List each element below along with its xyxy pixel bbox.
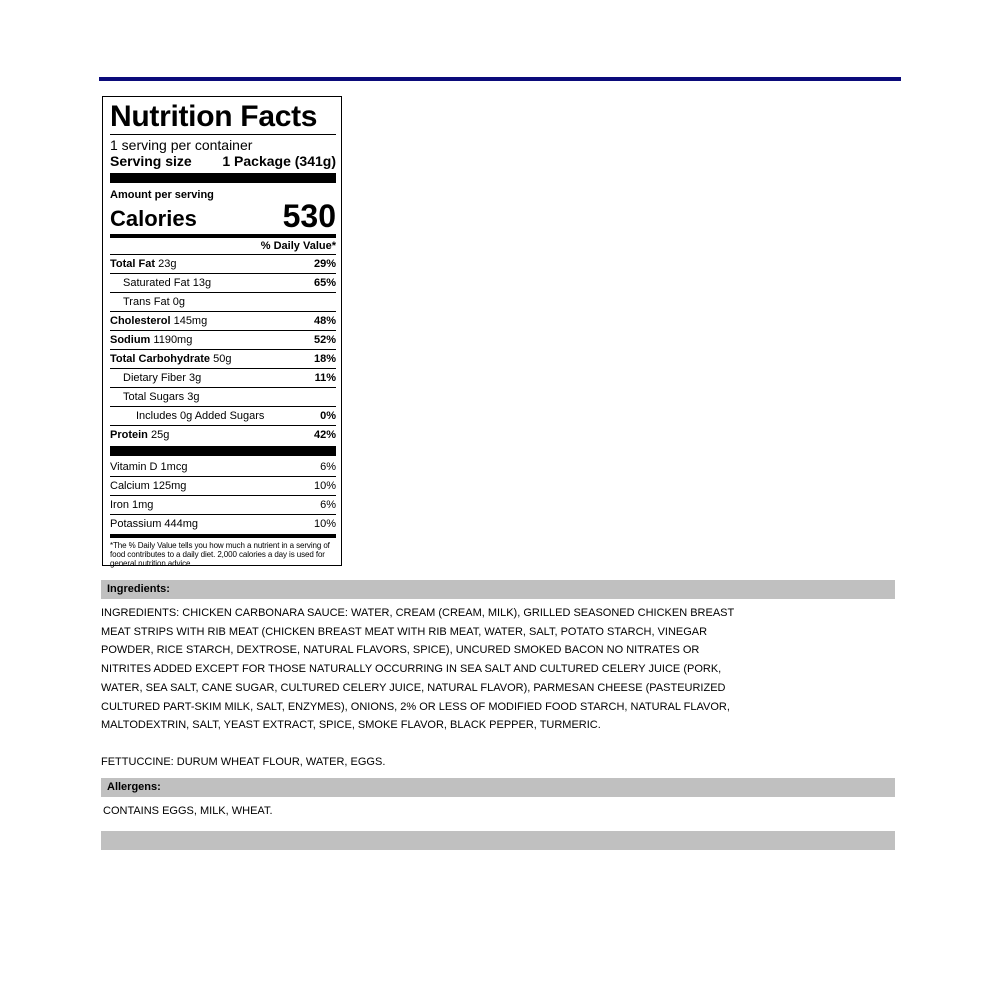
medium-divider: [110, 534, 336, 538]
ingredients-text: INGREDIENTS: CHICKEN CARBONARA SAUCE: WATER, CREAM (CREAM, MILK), GRILLED SEASONED CHICKEN BREAST MEAT STRIPS WITH RIB MEAT (CHICKEN BREAST MEAT WITH RIB MEAT, WATER, SALT, POTATO STARCH, VINEGAR POWDER, RICE STARCH, DEXTROSE, NATURAL FLAVORS, SPICE), UNCURED SMOKED BACON NO NITRATES OR NITRITES ADDED EXCEPT FOR THOSE NATURALLY OCCURRING IN SEA SALT AND CULTURED CELERY JUICE (PORK, WATER, SEA SALT, CANE SUGAR, CULTURED CELERY JUICE, NATURAL FLAVOR), PARMESAN CHEESE (PASTEURIZED CULTURED PART-SKIM MILK, SALT, ENZYMES), ONIONS, 2% OR LESS OF MODIFIED FOOD STARCH, NATURAL FLAVOR, MALTODEXTRIN, SALT, YEAST EXTRACT, SPICE, SMOKE FLAVOR, BLACK PEPPER, TURMERIC.: [101, 607, 735, 732]
nutrition-facts-label: [102, 96, 342, 566]
calories-label: Calories: [110, 206, 197, 231]
nutrient-amount: 25g: [150, 429, 170, 441]
daily-value-header: % Daily Value*: [260, 240, 336, 252]
nutrient-amount: 145mg: [173, 315, 208, 327]
vitamin-dv: 10%: [313, 518, 336, 530]
calories-value: 530: [282, 198, 336, 234]
vitamin-dv: 10%: [313, 480, 336, 492]
nutrient-row-protein: [110, 425, 336, 444]
nutrient-dv: 29%: [313, 258, 336, 270]
servings-per-container: 1 serving per container: [110, 137, 253, 153]
nutrient-name: Protein: [110, 429, 148, 441]
amount-per-serving: Amount per serving: [110, 189, 214, 201]
fettuccine-text: FETTUCCINE: DURUM WHEAT FLOUR, WATER, EGGS.: [101, 756, 386, 768]
nutrient-dv: 65%: [313, 277, 336, 289]
nutrient-name: Total Carbohydrate: [110, 353, 211, 365]
thick-divider: [110, 173, 336, 183]
nutrient-dv: 11%: [314, 372, 336, 384]
divider: [110, 134, 336, 135]
serving-size-label: Serving size: [110, 153, 192, 169]
thick-divider: [110, 446, 336, 456]
vitamin-row-vitamin-d: [110, 458, 336, 476]
vitamin-name: Calcium 125mg: [110, 480, 187, 492]
medium-divider: [110, 234, 336, 238]
vitamin-dv: 6%: [320, 461, 336, 473]
nutrient-name: Dietary Fiber 3g: [123, 372, 202, 384]
vitamin-name: Vitamin D 1mcg: [110, 461, 188, 473]
vitamin-name: Potassium 444mg: [110, 518, 199, 530]
vitamin-row-iron: [110, 495, 336, 514]
nutrient-row-total-sugars: [110, 387, 336, 406]
calories-row: [110, 198, 336, 234]
nutrient-name: Sodium: [110, 334, 151, 346]
nutrient-dv: 48%: [313, 315, 336, 327]
vitamin-row-potassium: [110, 514, 336, 533]
nutrient-name: Trans Fat 0g: [123, 296, 185, 308]
nutrient-row-saturated-fat: [110, 273, 336, 292]
vitamin-row-calcium: [110, 476, 336, 495]
nutrient-row-cholesterol: [110, 311, 336, 330]
nutrient-dv: 42%: [313, 429, 336, 441]
nutrient-name: Saturated Fat 13g: [123, 277, 212, 289]
daily-value-footnote: *The % Daily Value tells you how much a nutrient in a serving of food contributes to a daily diet. 2,000 calories a day is used for general nutrition advice.: [110, 541, 330, 568]
nutrient-row-added-sugars: [110, 406, 336, 425]
serving-size-value: 1 Package (341g): [222, 153, 336, 169]
nutrient-name: Total Fat: [110, 258, 156, 270]
nutrition-title: Nutrition Facts: [110, 100, 318, 133]
nutrient-row-trans-fat: [110, 292, 336, 311]
nutrient-row-total-carbohydrate: [110, 349, 336, 368]
nutrient-row-sodium: [110, 330, 336, 349]
nutrient-amount: 50g: [213, 353, 232, 365]
ingredients-header: Ingredients:: [101, 580, 895, 599]
nutrient-row-dietary-fiber: [110, 368, 336, 387]
nutrient-name: Includes 0g Added Sugars: [136, 410, 265, 422]
nutrient-amount: 1190mg: [153, 334, 193, 346]
nutrient-amount: 23g: [158, 258, 177, 270]
nutrient-name: Cholesterol: [110, 315, 171, 327]
vitamin-dv: 6%: [320, 499, 336, 511]
nutrient-row-total-fat: [110, 254, 336, 273]
allergens-header: Allergens:: [101, 778, 895, 797]
allergens-text: CONTAINS EGGS, MILK, WHEAT.: [103, 805, 273, 817]
top-divider: [99, 77, 901, 81]
nutrient-dv: 52%: [313, 334, 336, 346]
nutrient-name: Total Sugars 3g: [123, 391, 200, 403]
empty-section-bar: [101, 831, 895, 850]
nutrient-dv: 18%: [313, 353, 336, 365]
nutrient-dv: 0%: [320, 410, 336, 422]
vitamin-name: Iron 1mg: [110, 499, 154, 511]
serving-size: [110, 153, 336, 170]
